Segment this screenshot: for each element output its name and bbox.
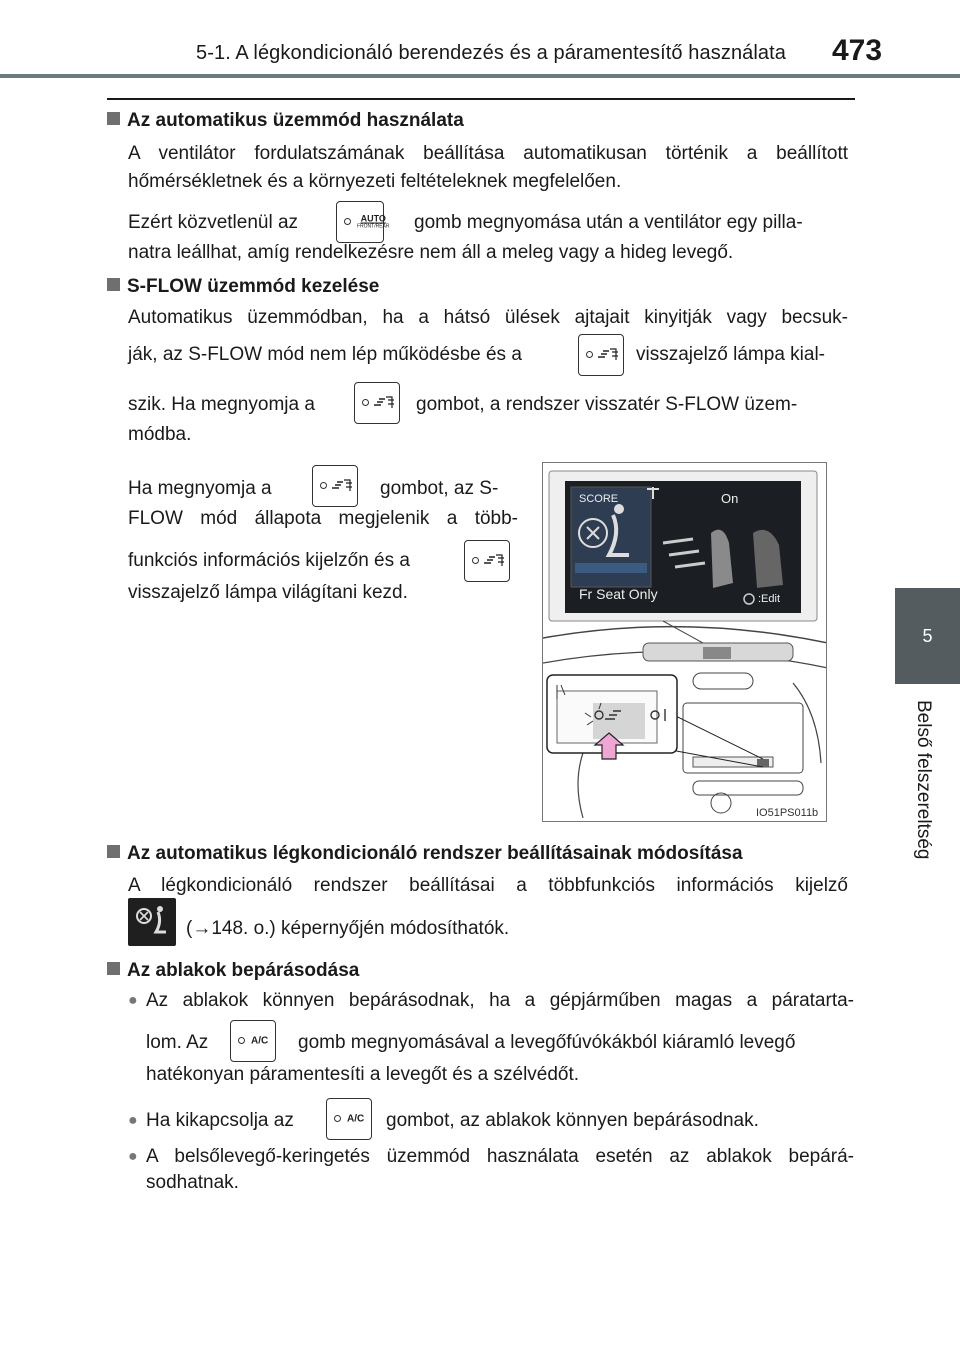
heading-square-icon — [107, 845, 120, 858]
s-flow-line-2b: visszajelző lámpa kial- — [636, 344, 826, 365]
s-flow-line-2a: ják, az S-FLOW mód nem lép működésbe és a — [128, 344, 522, 365]
heading-fogging: Az ablakok bepárásodása — [107, 960, 359, 982]
bullet-dot-icon: ● — [128, 1148, 138, 1165]
heading-square-icon — [107, 112, 120, 125]
screen-edit-label: :Edit — [758, 593, 781, 605]
fog-bullet1-line2b: gomb megnyomásával a levegőfúvókákból kiáramló levegő — [298, 1032, 796, 1053]
fog-bullet2-end: gombot, az ablakok könnyen bepárásodnak. — [386, 1110, 759, 1131]
s-flow-line-6: FLOW mód állapota megjelenik a több- — [128, 508, 518, 529]
climate-settings-icon — [128, 898, 176, 946]
settings-line-1: A légkondicionáló rendszer beállításai a többfunkciós információs kijelző — [128, 875, 848, 896]
s-flow-button-icon — [464, 540, 510, 582]
s-flow-line-5a: Ha megnyomja a — [128, 478, 272, 499]
heading-square-icon — [107, 278, 120, 291]
chapter-title: Belső felszereltség — [913, 700, 934, 860]
s-flow-line-3a: szik. Ha megnyomja a — [128, 394, 315, 415]
dashboard-drawing — [543, 463, 827, 822]
screen-score-label: SCORE — [579, 493, 619, 505]
heading-settings: Az automatikus légkondicionáló rendszer beállításainak módosítása — [107, 843, 743, 865]
fog-bullet1-line1: Az ablakok könnyen bepárásodnak, ha a gépjárműben magas a páratarta- — [146, 990, 854, 1011]
bullet-dot-icon: ● — [128, 1112, 138, 1129]
page-number: 473 — [832, 34, 883, 67]
s-flow-line-7: funkciós információs kijelzőn és a — [128, 550, 410, 571]
heading-s-flow: S-FLOW üzemmód kezelése — [107, 276, 379, 298]
auto-paragraph-1: A ventilátor fordulatszámának beállítása automatikusan történik a beállított hőmérsékletnek és a környezeti feltételeknek megfelelően. — [128, 143, 848, 192]
auto-para2-line2: natra leállhat, amíg rendelkezésre nem áll a meleg vagy a hideg levegő. — [128, 242, 734, 263]
fog-bullet2-start: Ha kikapcsolja az — [146, 1110, 294, 1131]
section-rule — [107, 98, 855, 100]
bullet-dot-icon: ● — [128, 992, 138, 1009]
fog-bullet1-line3: hatékonyan páramentesíti a levegőt és a szélvédőt. — [146, 1064, 580, 1085]
header-rule — [0, 74, 960, 78]
figure-code: IO51PS011b — [756, 807, 819, 819]
dashboard-illustration — [542, 462, 827, 822]
s-flow-button-icon — [354, 382, 400, 424]
s-flow-line-4: módba. — [128, 424, 192, 445]
heading-auto-mode: Az automatikus üzemmód használata — [107, 110, 464, 132]
s-flow-button-icon — [578, 334, 624, 376]
ac-button-icon: A/C — [230, 1020, 276, 1062]
fog-bullet1-line2a: lom. Az — [146, 1032, 209, 1053]
fog-bullet3-line2: sodhatnak. — [146, 1172, 239, 1193]
fog-bullet3-line1: A belsőlevegő-keringetés üzemmód használata esetén az ablakok bepárá- — [146, 1146, 854, 1167]
auto-para2-end: gomb megnyomása után a ventilátor egy pilla- — [414, 212, 803, 233]
s-flow-line-3b: gombot, a rendszer visszatér S-FLOW üzem- — [416, 394, 798, 415]
s-flow-button-icon — [312, 465, 358, 507]
ac-button-icon: A/C — [326, 1098, 372, 1140]
s-flow-line-1: Automatikus üzemmódban, ha a hátsó ülések ajtajait kinyitják vagy becsuk- — [128, 307, 848, 328]
s-flow-line-8: visszajelző lámpa világítani kezd. — [128, 582, 408, 603]
screen-on-label: On — [721, 491, 739, 506]
screen-seat-label: Fr Seat Only — [579, 586, 658, 602]
running-header: 5-1. A légkondicionáló berendezés és a páramentesítő használata — [196, 42, 787, 64]
chapter-tab: 5 — [895, 588, 960, 684]
auto-para2-start: Ezért közvetlenül az — [128, 212, 299, 233]
auto-button-icon: AUTO FRONT/REAR — [336, 201, 384, 243]
heading-square-icon — [107, 962, 120, 975]
settings-line-2: (→148. o.) képernyőjén módosíthatók. — [186, 918, 510, 939]
s-flow-line-5b: gombot, az S- — [380, 478, 499, 499]
